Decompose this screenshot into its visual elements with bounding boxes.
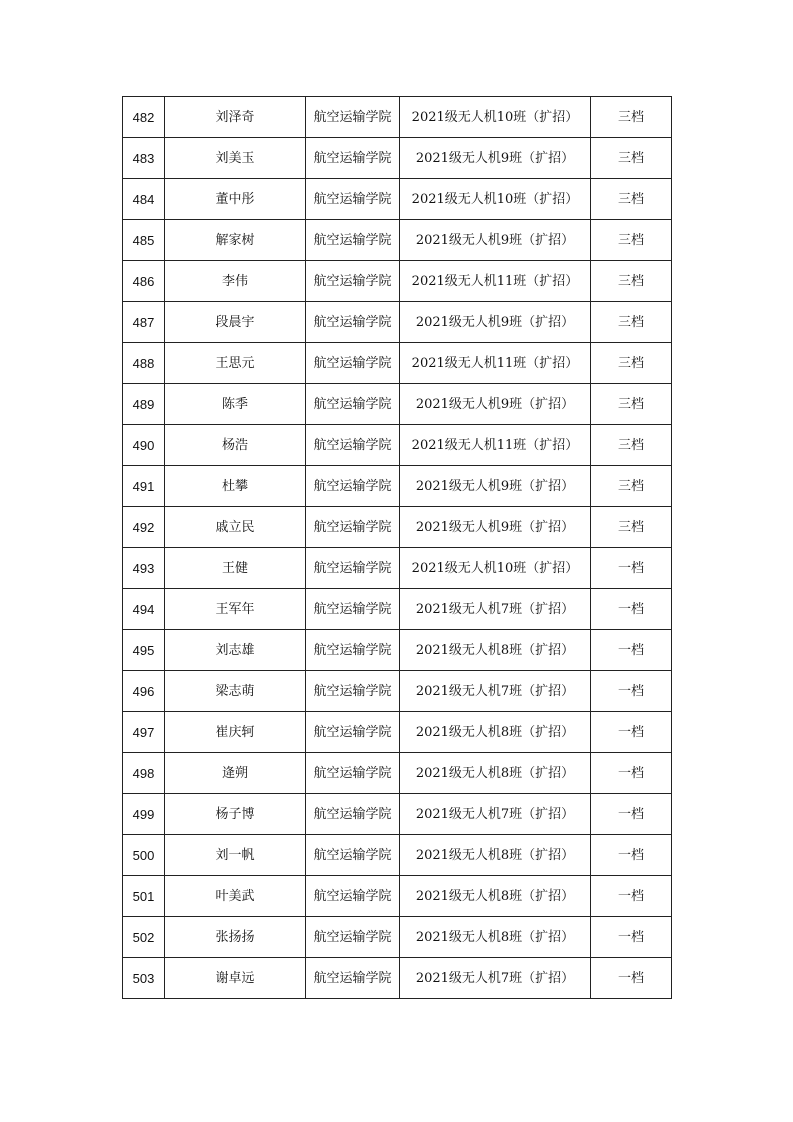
grade-level-cell: 三档 — [591, 507, 672, 548]
grade-level-cell: 一档 — [591, 917, 672, 958]
student-name-cell: 王军年 — [165, 589, 306, 630]
table-row — [123, 179, 672, 220]
row-number-cell: 492 — [123, 507, 165, 548]
row-number-cell: 491 — [123, 466, 165, 507]
table-row — [123, 630, 672, 671]
class-cell: 2021级无人机9班（扩招） — [400, 384, 591, 425]
row-number-cell: 483 — [123, 138, 165, 179]
college-cell: 航空运输学院 — [306, 671, 400, 712]
class-cell: 2021级无人机7班（扩招） — [400, 671, 591, 712]
student-name-cell: 谢卓远 — [165, 958, 306, 999]
table-row — [123, 876, 672, 917]
row-number-cell: 485 — [123, 220, 165, 261]
class-cell: 2021级无人机7班（扩招） — [400, 958, 591, 999]
row-number-cell: 502 — [123, 917, 165, 958]
grade-level-cell: 三档 — [591, 97, 672, 138]
college-cell: 航空运输学院 — [306, 794, 400, 835]
grade-level-cell: 三档 — [591, 302, 672, 343]
grade-level-cell: 三档 — [591, 138, 672, 179]
student-name-cell: 李伟 — [165, 261, 306, 302]
student-name-cell: 董中彤 — [165, 179, 306, 220]
college-cell: 航空运输学院 — [306, 835, 400, 876]
student-name-cell: 戚立民 — [165, 507, 306, 548]
row-number-cell: 499 — [123, 794, 165, 835]
college-cell: 航空运输学院 — [306, 753, 400, 794]
class-cell: 2021级无人机10班（扩招） — [400, 179, 591, 220]
student-name-cell: 刘志雄 — [165, 630, 306, 671]
college-cell: 航空运输学院 — [306, 261, 400, 302]
table-row — [123, 917, 672, 958]
college-cell: 航空运输学院 — [306, 466, 400, 507]
grade-level-cell: 一档 — [591, 589, 672, 630]
college-cell: 航空运输学院 — [306, 425, 400, 466]
class-cell: 2021级无人机8班（扩招） — [400, 876, 591, 917]
class-cell: 2021级无人机9班（扩招） — [400, 220, 591, 261]
grade-level-cell: 一档 — [591, 671, 672, 712]
student-name-cell: 王思元 — [165, 343, 306, 384]
table-row — [123, 958, 672, 999]
row-number-cell: 498 — [123, 753, 165, 794]
college-cell: 航空运输学院 — [306, 179, 400, 220]
table-row — [123, 425, 672, 466]
roster-body — [123, 97, 672, 999]
grade-level-cell: 三档 — [591, 220, 672, 261]
college-cell: 航空运输学院 — [306, 958, 400, 999]
college-cell: 航空运输学院 — [306, 343, 400, 384]
grade-level-cell: 三档 — [591, 384, 672, 425]
table-row — [123, 138, 672, 179]
row-number-cell: 497 — [123, 712, 165, 753]
table-row — [123, 343, 672, 384]
student-name-cell: 刘泽奇 — [165, 97, 306, 138]
class-cell: 2021级无人机8班（扩招） — [400, 753, 591, 794]
grade-level-cell: 三档 — [591, 343, 672, 384]
table-row — [123, 589, 672, 630]
grade-level-cell: 三档 — [591, 425, 672, 466]
row-number-cell: 503 — [123, 958, 165, 999]
row-number-cell: 488 — [123, 343, 165, 384]
student-name-cell: 王健 — [165, 548, 306, 589]
student-name-cell: 杨浩 — [165, 425, 306, 466]
table-row — [123, 753, 672, 794]
table-row — [123, 507, 672, 548]
college-cell: 航空运输学院 — [306, 138, 400, 179]
class-cell: 2021级无人机10班（扩招） — [400, 548, 591, 589]
class-cell: 2021级无人机8班（扩招） — [400, 835, 591, 876]
table-row — [123, 835, 672, 876]
row-number-cell: 501 — [123, 876, 165, 917]
row-number-cell: 493 — [123, 548, 165, 589]
college-cell: 航空运输学院 — [306, 712, 400, 753]
grade-level-cell: 一档 — [591, 835, 672, 876]
student-name-cell: 崔庆轲 — [165, 712, 306, 753]
student-name-cell: 杜攀 — [165, 466, 306, 507]
college-cell: 航空运输学院 — [306, 548, 400, 589]
table-row — [123, 548, 672, 589]
table-row — [123, 97, 672, 138]
college-cell: 航空运输学院 — [306, 97, 400, 138]
grade-level-cell: 三档 — [591, 261, 672, 302]
table-row — [123, 712, 672, 753]
class-cell: 2021级无人机11班（扩招） — [400, 261, 591, 302]
row-number-cell: 487 — [123, 302, 165, 343]
grade-level-cell: 一档 — [591, 876, 672, 917]
student-name-cell: 杨子博 — [165, 794, 306, 835]
student-name-cell: 刘美玉 — [165, 138, 306, 179]
table-row — [123, 466, 672, 507]
row-number-cell: 496 — [123, 671, 165, 712]
student-name-cell: 逄朔 — [165, 753, 306, 794]
row-number-cell: 494 — [123, 589, 165, 630]
grade-level-cell: 三档 — [591, 179, 672, 220]
grade-level-cell: 一档 — [591, 794, 672, 835]
grade-level-cell: 一档 — [591, 753, 672, 794]
class-cell: 2021级无人机7班（扩招） — [400, 589, 591, 630]
college-cell: 航空运输学院 — [306, 507, 400, 548]
row-number-cell: 484 — [123, 179, 165, 220]
student-name-cell: 梁志萌 — [165, 671, 306, 712]
college-cell: 航空运输学院 — [306, 917, 400, 958]
college-cell: 航空运输学院 — [306, 876, 400, 917]
grade-level-cell: 一档 — [591, 548, 672, 589]
college-cell: 航空运输学院 — [306, 384, 400, 425]
row-number-cell: 490 — [123, 425, 165, 466]
student-name-cell: 陈季 — [165, 384, 306, 425]
class-cell: 2021级无人机7班（扩招） — [400, 794, 591, 835]
table-row — [123, 261, 672, 302]
class-cell: 2021级无人机8班（扩招） — [400, 630, 591, 671]
grade-level-cell: 三档 — [591, 466, 672, 507]
table-row — [123, 220, 672, 261]
class-cell: 2021级无人机8班（扩招） — [400, 712, 591, 753]
student-roster-table — [122, 96, 672, 999]
table-row — [123, 302, 672, 343]
class-cell: 2021级无人机11班（扩招） — [400, 425, 591, 466]
college-cell: 航空运输学院 — [306, 630, 400, 671]
grade-level-cell: 一档 — [591, 712, 672, 753]
row-number-cell: 500 — [123, 835, 165, 876]
grade-level-cell: 一档 — [591, 958, 672, 999]
college-cell: 航空运输学院 — [306, 302, 400, 343]
student-name-cell: 刘一帆 — [165, 835, 306, 876]
class-cell: 2021级无人机10班（扩招） — [400, 97, 591, 138]
row-number-cell: 495 — [123, 630, 165, 671]
class-cell: 2021级无人机11班（扩招） — [400, 343, 591, 384]
college-cell: 航空运输学院 — [306, 220, 400, 261]
table-row — [123, 794, 672, 835]
student-name-cell: 段晨宇 — [165, 302, 306, 343]
class-cell: 2021级无人机9班（扩招） — [400, 466, 591, 507]
student-name-cell: 叶美武 — [165, 876, 306, 917]
class-cell: 2021级无人机9班（扩招） — [400, 507, 591, 548]
table-row — [123, 671, 672, 712]
row-number-cell: 489 — [123, 384, 165, 425]
row-number-cell: 482 — [123, 97, 165, 138]
class-cell: 2021级无人机8班（扩招） — [400, 917, 591, 958]
grade-level-cell: 一档 — [591, 630, 672, 671]
class-cell: 2021级无人机9班（扩招） — [400, 138, 591, 179]
class-cell: 2021级无人机9班（扩招） — [400, 302, 591, 343]
college-cell: 航空运输学院 — [306, 589, 400, 630]
student-name-cell: 解家树 — [165, 220, 306, 261]
row-number-cell: 486 — [123, 261, 165, 302]
student-name-cell: 张扬扬 — [165, 917, 306, 958]
table-row — [123, 384, 672, 425]
